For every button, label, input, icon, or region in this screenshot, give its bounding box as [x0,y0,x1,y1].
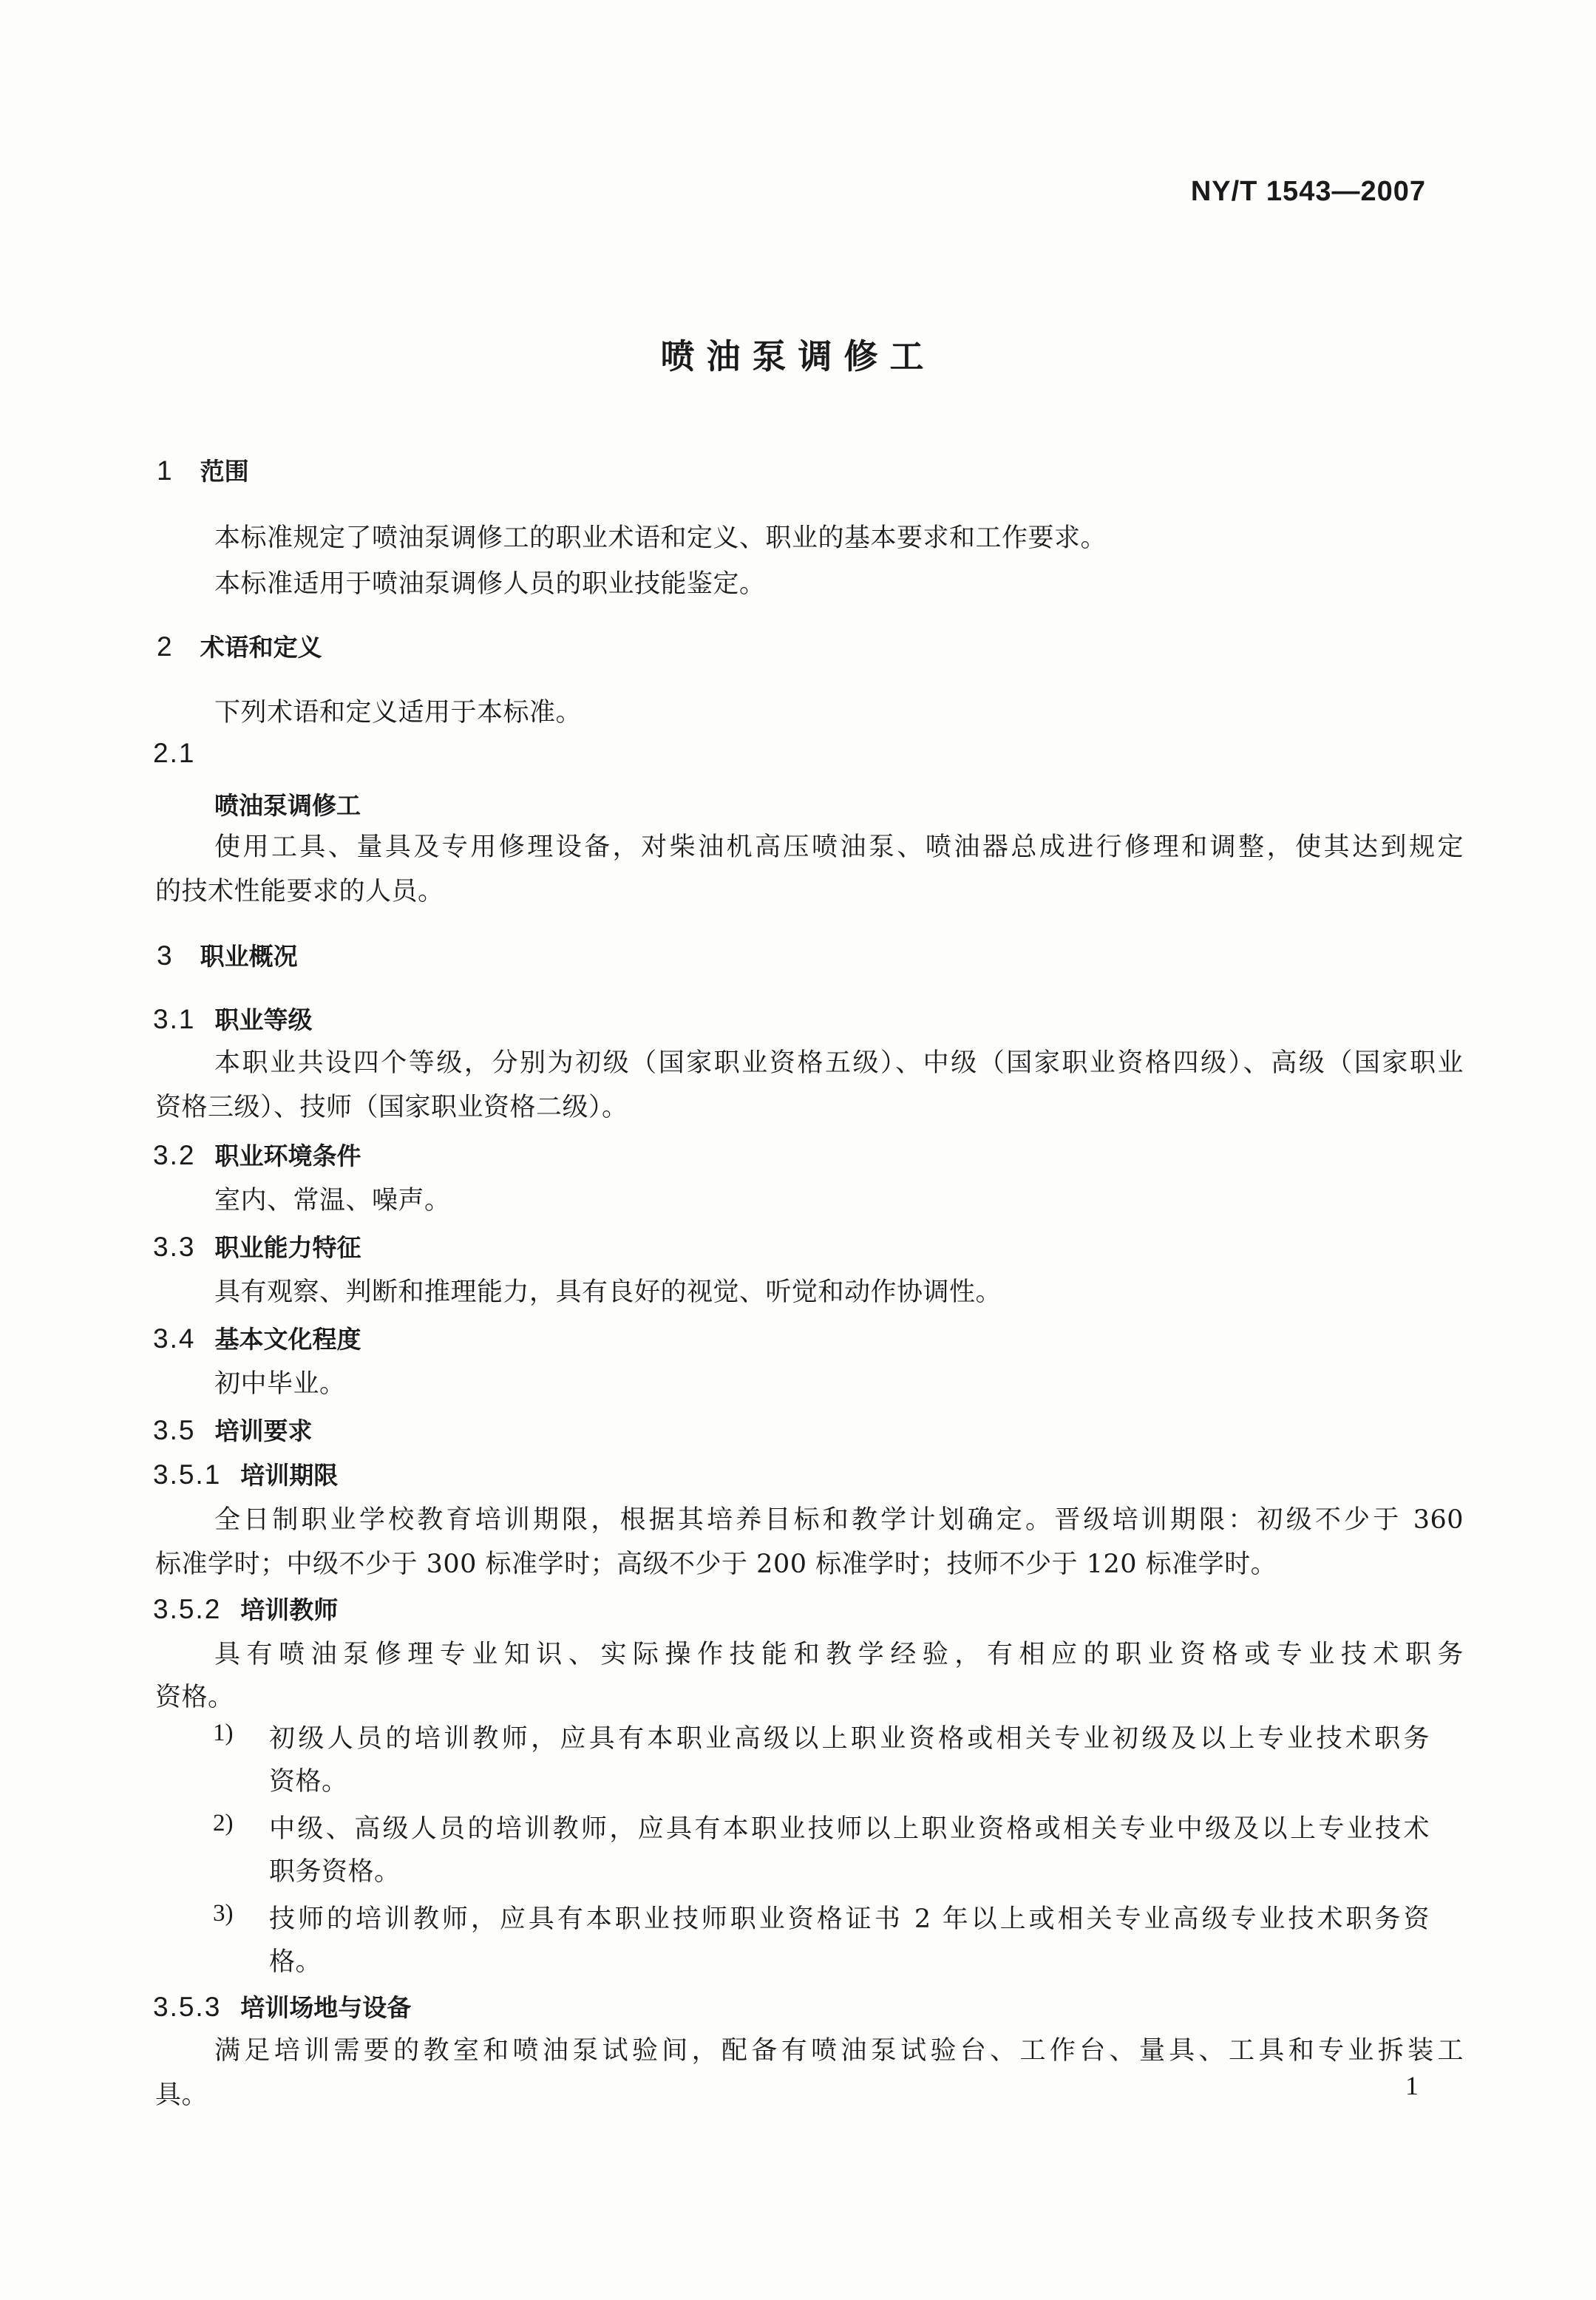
term-definition-line-2: 的技术性能要求的人员。 [155,877,444,906]
subsection-3-5-2-heading [153,1591,338,1626]
education-level-text: 初中毕业。 [214,1369,346,1399]
subsection-number: 3.3 [153,1232,196,1262]
list-item-number: 3) [213,1900,234,1927]
section-title: 职业概况 [200,942,298,971]
term-name: 喷油泵调修工 [214,791,361,820]
document-title: 喷油泵调修工 [660,336,936,376]
subsection-number: 2.1 [153,738,196,768]
occupation-levels-line-1: 本职业共设四个等级，分别为初级（国家职业资格五级）、中级（国家职业资格四级）、高级（国家职业 [214,1048,1464,1078]
subsection-3-5-1-heading [153,1456,338,1491]
subsection-number: 3.2 [153,1140,196,1170]
term-definition-line-1: 使用工具、量具及专用修理设备，对柴油机高压喷油泵、喷油器总成进行修理和调整，使其达到规定 [214,832,1464,862]
subsection-number: 3.5.3 [153,1992,222,2022]
subsection-number: 3.5.2 [153,1594,222,1624]
occupation-levels-line-2: 资格三级）、技师（国家职业资格二级）。 [155,1093,628,1122]
terms-intro-paragraph: 下列术语和定义适用于本标准。 [214,698,583,727]
subsection-number: 3.4 [153,1323,196,1354]
list-item-number: 1) [213,1720,234,1746]
subsection-number: 3.1 [153,1004,196,1034]
list-item-line-2: 职务资格。 [269,1857,401,1887]
ability-characteristics-text: 具有观察、判断和推理能力，具有良好的视觉、听觉和动作协调性。 [214,1278,1002,1307]
section-1-heading [157,452,249,487]
scope-paragraph-2: 本标准适用于喷油泵调修人员的职业技能鉴定。 [214,569,766,599]
section-number: 2 [157,631,174,662]
standard-code: NY/T 1543—2007 [1190,176,1426,207]
page-number: 1 [1405,2071,1419,2100]
subsection-3-5-3-heading [153,1989,411,2023]
subsection-3-5-heading [153,1412,312,1447]
subsection-title: 职业能力特征 [214,1233,361,1262]
subsection-3-3-heading [153,1229,361,1263]
list-item-number: 2) [213,1810,234,1836]
trainer-qualification-line-2: 资格。 [155,1683,234,1712]
subsection-title: 培训教师 [240,1595,339,1624]
training-facilities-line-2: 具。 [155,2080,208,2110]
training-duration-line-1: 全日制职业学校教育培训期限，根据其培养目标和教学计划确定。晋级培训期限：初级不少于 360 [214,1505,1464,1535]
subsection-title: 培训要求 [214,1417,313,1445]
list-item-line-2: 资格。 [269,1767,348,1797]
section-title: 范围 [200,457,249,486]
subsection-3-4-heading [153,1320,361,1355]
subsection-number: 3.5.1 [153,1459,222,1490]
scope-paragraph-1: 本标准规定了喷油泵调修工的职业术语和定义、职业的基本要求和工作要求。 [214,523,1107,553]
subsection-3-2-heading [153,1137,361,1172]
training-duration-line-2: 标准学时；中级不少于 300 标准学时；高级不少于 200 标准学时；技师不少于 120 标准学时。 [155,1550,1277,1579]
section-number: 3 [157,940,174,971]
subsection-title: 职业等级 [214,1005,313,1034]
subsection-title: 基本文化程度 [214,1325,361,1354]
training-facilities-line-1: 满足培训需要的教室和喷油泵试验间，配备有喷油泵试验台、工作台、量具、工具和专业拆装工 [214,2036,1464,2066]
environment-conditions-text: 室内、常温、噪声。 [214,1186,451,1215]
subsection-title: 培训期限 [240,1461,339,1490]
subsection-title: 职业环境条件 [214,1141,361,1170]
section-title: 术语和定义 [200,633,322,662]
list-item-line-2: 格。 [269,1947,322,1977]
subsection-title: 培训场地与设备 [240,1993,412,2022]
subsection-number: 3.5 [153,1415,196,1445]
trainer-qualification-line-1: 具有喷油泵修理专业知识、实际操作技能和教学经验，有相应的职业资格或专业技术职务 [214,1640,1464,1669]
list-item-line-1: 技师的培训教师，应具有本职业技师职业资格证书 2 年以上或相关专业高级专业技术职务资 [269,1904,1430,1934]
section-2-heading [157,628,322,663]
subsection-2-1-heading [153,738,222,769]
section-3-heading [157,937,298,972]
section-number: 1 [157,455,174,486]
subsection-3-1-heading [153,1001,312,1036]
list-item-line-1: 中级、高级人员的培训教师，应具有本职业技师以上职业资格或相关专业中级及以上专业技术 [269,1814,1430,1844]
list-item-line-1: 初级人员的培训教师，应具有本职业高级以上职业资格或相关专业初级及以上专业技术职务 [269,1724,1430,1754]
